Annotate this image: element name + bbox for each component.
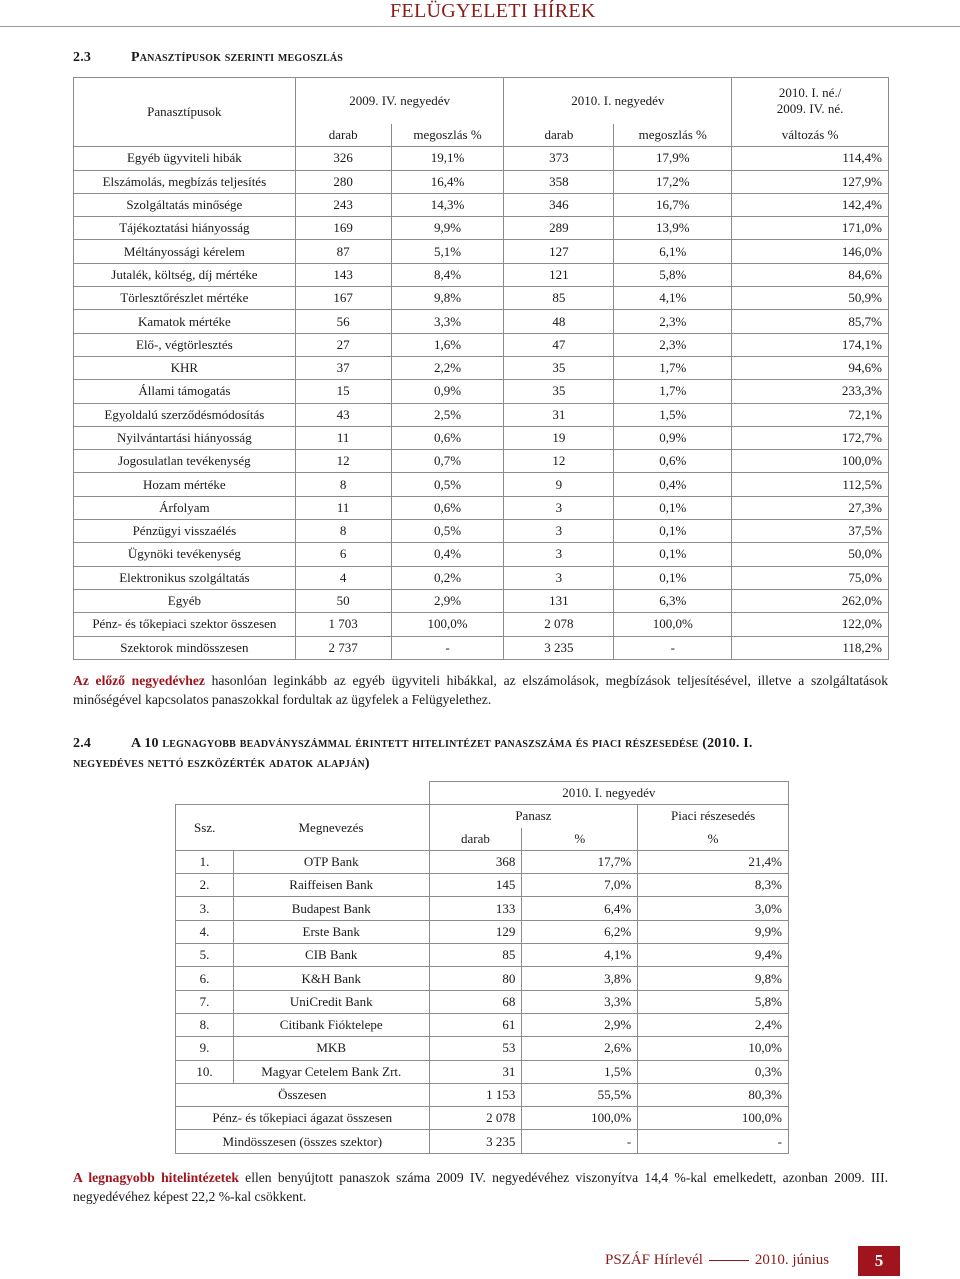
col-header-period1: 2009. IV. negyedév (295, 78, 504, 125)
row-megoszlas-2: 5,8% (614, 263, 732, 286)
row-megoszlas-1: 16,4% (391, 170, 504, 193)
row-megoszlas-2: 0,1% (614, 566, 732, 589)
row-piaci: 3,0% (638, 897, 789, 920)
row-megoszlas-2: 13,9% (614, 217, 732, 240)
row-darab-2: 31 (504, 403, 614, 426)
sub-pct-1: % (522, 828, 638, 851)
totals-darab: 1 153 (429, 1083, 522, 1106)
row-name: Egyéb (74, 589, 296, 612)
row-darab-1: 11 (295, 426, 391, 449)
row-darab: 145 (429, 874, 522, 897)
row-bank-name: Citibank Fióktelepe (233, 1013, 429, 1036)
row-pct: 3,3% (522, 990, 638, 1013)
row-name: Pénzügyi visszaélés (74, 520, 296, 543)
row-darab-1: 143 (295, 263, 391, 286)
table-row (74, 636, 889, 659)
section-title: Panasztípusok szerinti megoszlás (131, 50, 344, 65)
row-piaci: 10,0% (638, 1037, 789, 1060)
row-darab-2: 358 (504, 170, 614, 193)
table-row (74, 217, 889, 240)
row-darab-1: 2 737 (295, 636, 391, 659)
row-name: Jutalék, költség, díj mértéke (74, 263, 296, 286)
table-row (74, 543, 889, 566)
row-valtozas: 75,0% (732, 566, 889, 589)
sub-darab-2: darab (504, 124, 614, 147)
row-darab: 368 (429, 850, 522, 873)
row-megoszlas-1: 5,1% (391, 240, 504, 263)
row-megoszlas-1: 8,4% (391, 263, 504, 286)
row-darab-2: 3 (504, 520, 614, 543)
row-name: Ügynöki tevékenység (74, 543, 296, 566)
table-row (176, 990, 789, 1013)
row-pct: 6,4% (522, 897, 638, 920)
table-row (74, 193, 889, 216)
row-name: KHR (74, 356, 296, 379)
row-darab-2: 131 (504, 589, 614, 612)
table-row (74, 496, 889, 519)
row-darab-2: 3 (504, 496, 614, 519)
table-row (176, 1060, 789, 1083)
row-megoszlas-2: 0,1% (614, 496, 732, 519)
table-row (74, 520, 889, 543)
row-valtozas: 174,1% (732, 333, 889, 356)
row-valtozas: 27,3% (732, 496, 889, 519)
row-megoszlas-2: 2,3% (614, 333, 732, 356)
totals-row (176, 1083, 789, 1106)
row-darab-2: 85 (504, 287, 614, 310)
row-darab: 85 (429, 944, 522, 967)
row-name: Árfolyam (74, 496, 296, 519)
row-name: Tájékoztatási hiányosság (74, 217, 296, 240)
running-head: FELÜGYELETI HÍREK (390, 0, 596, 22)
col-header-period: 2010. I. negyedév (429, 782, 788, 805)
section-title-2-line1: A 10 legnagyobb beadványszámmal érintett hitelintézet panaszszáma és piaci részesedése (2010. I. (131, 736, 753, 751)
table2-header-row-2 (176, 805, 789, 828)
row-bank-name: UniCredit Bank (233, 990, 429, 1013)
row-darab: 68 (429, 990, 522, 1013)
row-darab-1: 1 703 (295, 613, 391, 636)
row-darab-1: 56 (295, 310, 391, 333)
row-ssz: 1. (176, 850, 234, 873)
row-megoszlas-2: 1,7% (614, 356, 732, 379)
table-row (74, 287, 889, 310)
row-darab-1: 12 (295, 450, 391, 473)
row-darab-2: 3 235 (504, 636, 614, 659)
row-darab-1: 6 (295, 543, 391, 566)
row-name: Egyoldalú szerződésmódosítás (74, 403, 296, 426)
row-darab-1: 326 (295, 147, 391, 170)
row-megoszlas-1: 0,2% (391, 566, 504, 589)
paragraph-1-highlight: Az előző negyedévhez (73, 673, 205, 688)
sub-valtozas: változás % (732, 124, 889, 147)
col-header-piaci: Piaci részesedés (638, 805, 789, 828)
row-piaci: 8,3% (638, 874, 789, 897)
row-pct: 3,8% (522, 967, 638, 990)
row-darab-1: 280 (295, 170, 391, 193)
row-pct: 7,0% (522, 874, 638, 897)
row-megoszlas-1: 0,5% (391, 473, 504, 496)
sub-darab-1: darab (295, 124, 391, 147)
header-rule (0, 26, 960, 27)
row-megoszlas-2: 100,0% (614, 613, 732, 636)
table-row (74, 403, 889, 426)
totals-piaci: - (638, 1130, 789, 1153)
table-row (74, 240, 889, 263)
row-darab-2: 373 (504, 147, 614, 170)
row-darab-2: 19 (504, 426, 614, 449)
paragraph-1 (73, 671, 888, 709)
section-2-3-heading (73, 50, 343, 66)
row-megoszlas-2: 0,1% (614, 520, 732, 543)
row-darab-1: 4 (295, 566, 391, 589)
row-darab-2: 35 (504, 380, 614, 403)
row-bank-name: Budapest Bank (233, 897, 429, 920)
row-megoszlas-1: 0,9% (391, 380, 504, 403)
row-darab-1: 8 (295, 473, 391, 496)
row-ssz: 4. (176, 920, 234, 943)
row-megoszlas-2: 0,9% (614, 426, 732, 449)
row-valtozas: 114,4% (732, 147, 889, 170)
footer (605, 1252, 829, 1269)
table-row (74, 450, 889, 473)
row-megoszlas-1: 14,3% (391, 193, 504, 216)
row-darab-1: 243 (295, 193, 391, 216)
row-megoszlas-2: 2,3% (614, 310, 732, 333)
table2-header-row (176, 782, 789, 805)
row-piaci: 9,4% (638, 944, 789, 967)
row-darab: 53 (429, 1037, 522, 1060)
totals-name: Összesen (176, 1083, 430, 1106)
row-valtozas: 112,5% (732, 473, 889, 496)
row-valtozas: 127,9% (732, 170, 889, 193)
row-valtozas: 233,3% (732, 380, 889, 403)
row-megoszlas-2: 17,9% (614, 147, 732, 170)
col-header-type: Panasztípusok (74, 78, 296, 147)
row-name: Nyilvántartási hiányosság (74, 426, 296, 449)
row-darab: 133 (429, 897, 522, 920)
row-name: Elő-, végtörlesztés (74, 333, 296, 356)
row-pct: 2,6% (522, 1037, 638, 1060)
row-valtozas: 146,0% (732, 240, 889, 263)
row-darab-2: 121 (504, 263, 614, 286)
row-ssz: 9. (176, 1037, 234, 1060)
row-darab: 129 (429, 920, 522, 943)
row-pct: 6,2% (522, 920, 638, 943)
row-megoszlas-1: - (391, 636, 504, 659)
totals-piaci: 100,0% (638, 1107, 789, 1130)
table-header-row (74, 78, 889, 125)
row-darab-1: 8 (295, 520, 391, 543)
table-row (74, 170, 889, 193)
row-megoszlas-1: 19,1% (391, 147, 504, 170)
row-bank-name: K&H Bank (233, 967, 429, 990)
section-2-4-heading (73, 734, 893, 774)
row-piaci: 9,8% (638, 967, 789, 990)
row-bank-name: Magyar Cetelem Bank Zrt. (233, 1060, 429, 1083)
totals-darab: 2 078 (429, 1107, 522, 1130)
row-valtozas: 122,0% (732, 613, 889, 636)
row-name: Elektronikus szolgáltatás (74, 566, 296, 589)
section-number: 2.3 (73, 50, 92, 65)
totals-darab: 3 235 (429, 1130, 522, 1153)
row-pct: 17,7% (522, 850, 638, 873)
row-name: Jogosulatlan tevékenység (74, 450, 296, 473)
row-darab-1: 87 (295, 240, 391, 263)
row-valtozas: 142,4% (732, 193, 889, 216)
footer-publication: PSZÁF Hírlevél (605, 1252, 703, 1268)
row-darab-1: 27 (295, 333, 391, 356)
row-megoszlas-2: 0,6% (614, 450, 732, 473)
top10-banks-table (175, 781, 789, 1154)
row-darab-1: 50 (295, 589, 391, 612)
sub-megoszlas-2: megoszlás % (614, 124, 732, 147)
row-name: Szolgáltatás minősége (74, 193, 296, 216)
row-darab-2: 289 (504, 217, 614, 240)
row-megoszlas-1: 2,2% (391, 356, 504, 379)
table-row (74, 589, 889, 612)
row-name: Egyéb ügyviteli hibák (74, 147, 296, 170)
row-valtozas: 172,7% (732, 426, 889, 449)
row-darab-2: 3 (504, 566, 614, 589)
col-header-name: Megnevezés (233, 805, 429, 851)
table-row (74, 263, 889, 286)
row-megoszlas-1: 2,5% (391, 403, 504, 426)
row-darab: 61 (429, 1013, 522, 1036)
row-bank-name: MKB (233, 1037, 429, 1060)
row-darab-1: 15 (295, 380, 391, 403)
totals-name: Pénz- és tőkepiaci ágazat összesen (176, 1107, 430, 1130)
row-ssz: 2. (176, 874, 234, 897)
footer-dash (709, 1260, 749, 1261)
table-row (74, 473, 889, 496)
row-valtozas: 94,6% (732, 356, 889, 379)
row-darab-1: 167 (295, 287, 391, 310)
row-valtozas: 118,2% (732, 636, 889, 659)
table-row (176, 1037, 789, 1060)
totals-pct: 55,5% (522, 1083, 638, 1106)
page-number: 5 (858, 1246, 900, 1276)
row-name: Kamatok mértéke (74, 310, 296, 333)
totals-piaci: 80,3% (638, 1083, 789, 1106)
section-title-2-line2: negyedéves nettó eszközérték adatok alapján) (73, 756, 370, 771)
totals-row (176, 1107, 789, 1130)
row-ssz: 6. (176, 967, 234, 990)
paragraph-2-text: ellen benyújtott panaszok száma 2009 IV. negyedévéhez viszonyítva 14,4 %-kal emelkedett, azonban 2009. III. negyedévéhez képest 22,2 %-kal csökkent. (73, 1170, 888, 1204)
row-darab-2: 35 (504, 356, 614, 379)
row-valtozas: 84,6% (732, 263, 889, 286)
row-ssz: 5. (176, 944, 234, 967)
row-valtozas: 37,5% (732, 520, 889, 543)
paragraph-1-text: hasonlóan leginkább az egyéb ügyviteli hibákkal, az elszámolások, megbízások teljesítésével, illetve a szolgáltatások minőségével kapcsolatos panaszokkal fordultak az ügyfelek a Felügyelethez. (73, 673, 888, 707)
table-row (176, 874, 789, 897)
row-darab-1: 37 (295, 356, 391, 379)
row-megoszlas-1: 100,0% (391, 613, 504, 636)
totals-name: Mindösszesen (összes szektor) (176, 1130, 430, 1153)
row-megoszlas-1: 9,9% (391, 217, 504, 240)
row-piaci: 2,4% (638, 1013, 789, 1036)
row-pct: 4,1% (522, 944, 638, 967)
row-valtozas: 72,1% (732, 403, 889, 426)
row-megoszlas-1: 9,8% (391, 287, 504, 310)
row-megoszlas-2: 0,1% (614, 543, 732, 566)
col-header-panasz: Panasz (429, 805, 638, 828)
table-row (176, 850, 789, 873)
row-darab-2: 9 (504, 473, 614, 496)
col-header-period3: 2010. I. né./ 2009. IV. né. (732, 78, 889, 125)
sub-pct-2: % (638, 828, 789, 851)
row-darab-1: 169 (295, 217, 391, 240)
row-darab-2: 346 (504, 193, 614, 216)
row-megoszlas-2: 6,1% (614, 240, 732, 263)
table-row (74, 333, 889, 356)
footer-date: 2010. június (754, 1252, 830, 1268)
table-row (74, 566, 889, 589)
row-name: Méltányossági kérelem (74, 240, 296, 263)
row-pct: 2,9% (522, 1013, 638, 1036)
table-row (74, 380, 889, 403)
row-piaci: 9,9% (638, 920, 789, 943)
row-darab-2: 12 (504, 450, 614, 473)
table-row (74, 356, 889, 379)
row-ssz: 7. (176, 990, 234, 1013)
row-megoszlas-1: 0,7% (391, 450, 504, 473)
row-darab-1: 43 (295, 403, 391, 426)
row-megoszlas-2: 1,5% (614, 403, 732, 426)
row-valtozas: 85,7% (732, 310, 889, 333)
row-megoszlas-1: 3,3% (391, 310, 504, 333)
row-piaci: 5,8% (638, 990, 789, 1013)
section-number-2: 2.4 (73, 736, 92, 751)
row-darab-2: 48 (504, 310, 614, 333)
sub-megoszlas-1: megoszlás % (391, 124, 504, 147)
row-darab: 80 (429, 967, 522, 990)
row-ssz: 10. (176, 1060, 234, 1083)
table-row (74, 147, 889, 170)
row-bank-name: Erste Bank (233, 920, 429, 943)
row-megoszlas-2: 6,3% (614, 589, 732, 612)
row-valtozas: 171,0% (732, 217, 889, 240)
row-megoszlas-2: 17,2% (614, 170, 732, 193)
row-bank-name: CIB Bank (233, 944, 429, 967)
row-megoszlas-2: 1,7% (614, 380, 732, 403)
row-darab-2: 127 (504, 240, 614, 263)
row-pct: 1,5% (522, 1060, 638, 1083)
table-row (74, 310, 889, 333)
table-row (74, 613, 889, 636)
row-megoszlas-1: 0,4% (391, 543, 504, 566)
row-name: Hozam mértéke (74, 473, 296, 496)
row-megoszlas-2: 16,7% (614, 193, 732, 216)
row-piaci: 21,4% (638, 850, 789, 873)
col-header-ssz: Ssz. (176, 805, 234, 851)
row-megoszlas-1: 1,6% (391, 333, 504, 356)
table-row (176, 1013, 789, 1036)
row-darab-1: 11 (295, 496, 391, 519)
table-row (176, 897, 789, 920)
row-darab: 31 (429, 1060, 522, 1083)
sub-darab: darab (429, 828, 522, 851)
row-megoszlas-2: - (614, 636, 732, 659)
col-header-period2: 2010. I. negyedév (504, 78, 732, 125)
table-row (176, 944, 789, 967)
row-name: Szektorok mindösszesen (74, 636, 296, 659)
totals-pct: - (522, 1130, 638, 1153)
row-valtozas: 262,0% (732, 589, 889, 612)
row-name: Pénz- és tőkepiaci szektor összesen (74, 613, 296, 636)
row-valtozas: 50,9% (732, 287, 889, 310)
row-bank-name: OTP Bank (233, 850, 429, 873)
row-ssz: 3. (176, 897, 234, 920)
row-darab-2: 3 (504, 543, 614, 566)
row-name: Törlesztőrészlet mértéke (74, 287, 296, 310)
row-megoszlas-1: 0,6% (391, 426, 504, 449)
table-row (176, 967, 789, 990)
row-name: Elszámolás, megbízás teljesítés (74, 170, 296, 193)
table-row (176, 920, 789, 943)
row-bank-name: Raiffeisen Bank (233, 874, 429, 897)
totals-pct: 100,0% (522, 1107, 638, 1130)
row-megoszlas-1: 0,6% (391, 496, 504, 519)
paragraph-2 (73, 1168, 888, 1206)
row-megoszlas-1: 2,9% (391, 589, 504, 612)
row-darab-2: 2 078 (504, 613, 614, 636)
totals-row (176, 1130, 789, 1153)
row-valtozas: 100,0% (732, 450, 889, 473)
paragraph-2-highlight: A legnagyobb hitelintézetek (73, 1170, 239, 1185)
row-valtozas: 50,0% (732, 543, 889, 566)
table-row (74, 426, 889, 449)
row-piaci: 0,3% (638, 1060, 789, 1083)
row-darab-2: 47 (504, 333, 614, 356)
row-megoszlas-1: 0,5% (391, 520, 504, 543)
row-name: Állami támogatás (74, 380, 296, 403)
row-megoszlas-2: 0,4% (614, 473, 732, 496)
complaint-types-table (73, 77, 889, 660)
row-ssz: 8. (176, 1013, 234, 1036)
row-megoszlas-2: 4,1% (614, 287, 732, 310)
